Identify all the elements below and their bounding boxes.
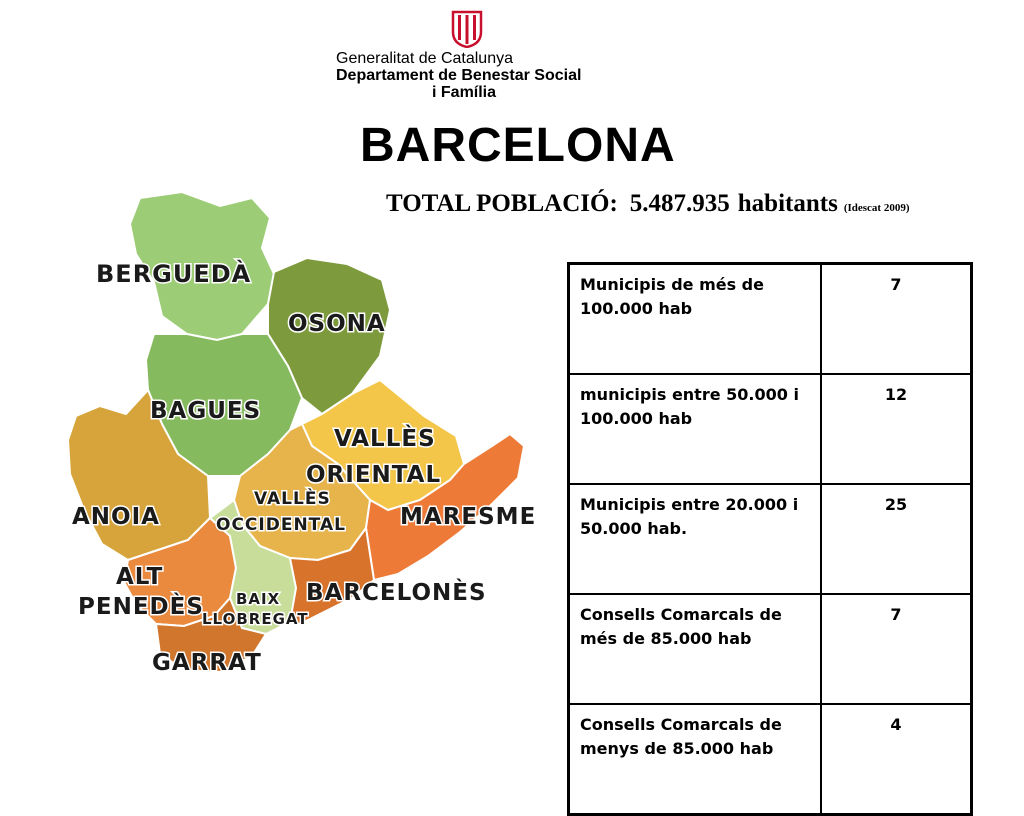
label-valles-occidental-2: OCCIDENTAL xyxy=(216,515,346,535)
label-baix-llobregat-2: LLOBREGAT xyxy=(202,610,309,628)
page-title: BARCELONA xyxy=(360,119,676,172)
label-valles-oriental-1: VALLÈS xyxy=(334,426,436,452)
barcelona-province-map xyxy=(52,184,552,684)
population-source: (Idescat 2009) xyxy=(843,202,910,214)
label-valles-oriental-2: ORIENTAL xyxy=(306,462,442,488)
label-baix-llobregat-1: BAIX xyxy=(236,590,281,608)
row-label: Consells Comarcals de menys de 85.000 hab xyxy=(569,704,822,815)
label-bergueda: BERGUEDÀ xyxy=(96,260,252,288)
table-row xyxy=(569,374,972,484)
label-bages: BAGUES xyxy=(150,398,262,424)
table-row xyxy=(569,704,972,815)
row-value: 7 xyxy=(821,594,972,704)
label-garraf: GARRAT xyxy=(152,650,262,676)
table-row xyxy=(569,484,972,594)
organization-name xyxy=(336,50,636,101)
row-label: Municipis entre 20.000 i 50.000 hab. xyxy=(569,484,822,594)
org-line-3: i Família xyxy=(432,84,497,101)
row-value: 12 xyxy=(821,374,972,484)
catalan-emblem-icon xyxy=(450,10,484,48)
label-maresme: MARESME xyxy=(400,504,537,530)
statistics-table xyxy=(567,262,973,816)
row-label: municipis entre 50.000 i 100.000 hab xyxy=(569,374,822,484)
label-anoia: ANOIA xyxy=(72,504,160,530)
row-value: 4 xyxy=(821,704,972,815)
label-alt-penedes-2: PENEDÈS xyxy=(78,594,204,620)
row-label: Consells Comarcals de més de 85.000 hab xyxy=(569,594,822,704)
org-line-1: Generalitat de Catalunya xyxy=(336,50,513,67)
population-value: 5.487.935 xyxy=(629,190,730,217)
label-barcelones: BARCELONÈS xyxy=(306,580,487,606)
population-unit: habitants xyxy=(737,190,838,217)
population-label: TOTAL POBLACIÓ: xyxy=(386,190,618,217)
label-osona: OSONA xyxy=(288,311,386,337)
table-row xyxy=(569,594,972,704)
label-alt-penedes-1: ALT xyxy=(116,564,164,590)
org-line-2: Departament de Benestar Social xyxy=(336,67,582,84)
label-valles-occidental-1: VALLÈS xyxy=(254,489,331,509)
row-value: 7 xyxy=(821,264,972,375)
table-row xyxy=(569,264,972,375)
row-value: 25 xyxy=(821,484,972,594)
row-label: Municipis de més de 100.000 hab xyxy=(569,264,822,375)
